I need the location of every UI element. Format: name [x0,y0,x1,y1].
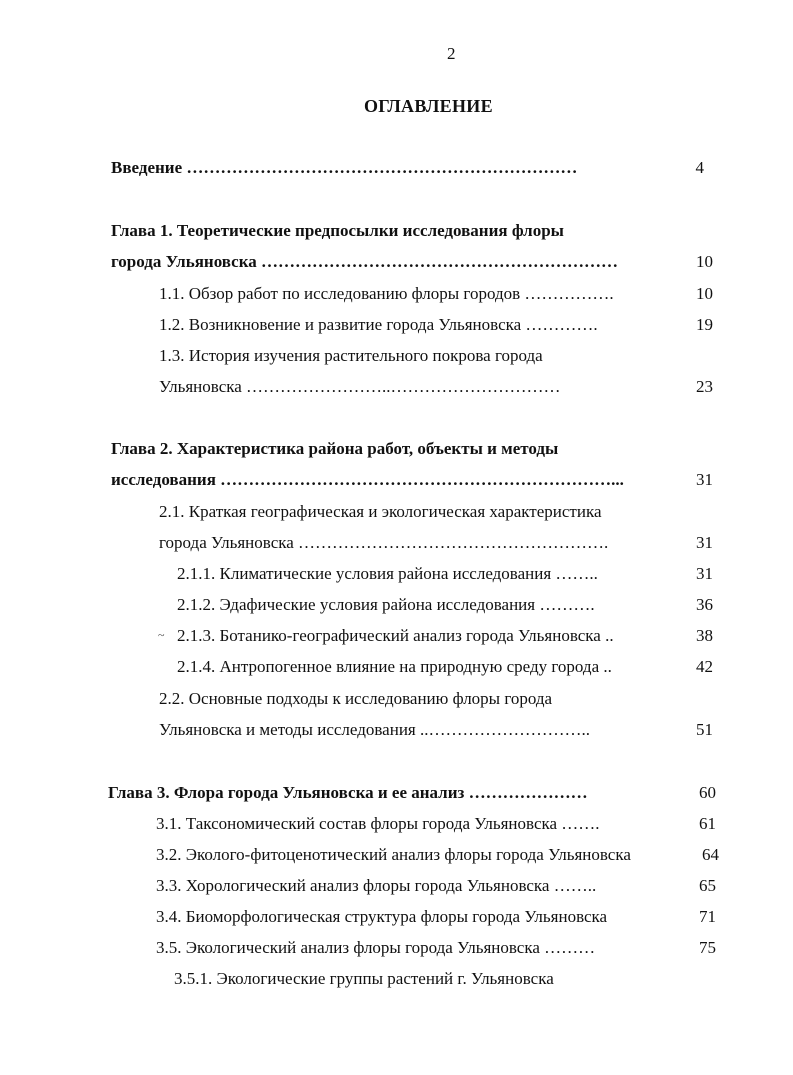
toc-section-1-1: 1.1. Обзор работ по исследованию флоры городов ……………. [159,284,614,303]
toc-section-2-1-4-page: 42 [696,657,713,676]
page-number: 2 [447,44,456,63]
toc-section-2-2: 2.2. Основные подходы к исследованию флоры города [159,689,553,708]
toc-section-1-2: 1.2. Возникновение и развитие города Ульяновска …………. [159,315,598,334]
toc-section-2-1-2-page: 36 [696,595,713,614]
toc-section-3-4-page: 71 [699,907,716,926]
toc-chapter-3-page: 60 [699,783,716,802]
toc-section-2-2-cont: Ульяновска и методы исследования ..……………………….. [159,720,590,739]
toc-section-3-5-1: 3.5.1. Экологические группы растений г. Ульяновска [174,969,554,988]
toc-section-2-1: 2.1. Краткая географическая и экологическая характеристика [159,502,602,521]
toc-section-2-1-3-page: 38 [696,626,713,645]
toc-chapter-1-page: 10 [696,252,713,271]
toc-chapter-2-page: 31 [696,470,713,489]
toc-section-3-1-page: 61 [699,814,716,833]
toc-chapter-3-title: Глава 3. Флора города Ульяновска и ее анализ ………………… [108,783,588,802]
toc-chapter-2-title: Глава 2. Характеристика района работ, объекты и методы [111,439,559,458]
toc-section-3-1: 3.1. Таксономический состав флоры города Ульяновска ……. [156,814,600,833]
toc-section-1-3: 1.3. История изучения растительного покрова города [159,346,543,365]
toc-section-3-2: 3.2. Эколого-фитоценотический анализ флоры города Ульяновска [156,845,631,864]
toc-section-2-1-cont: города Ульяновска ………………………………………………. [159,533,609,552]
toc-chapter-1-title-cont: города Ульяновска ……………………………………………………… [111,252,618,271]
toc-section-2-1-4: 2.1.4. Антропогенное влияние на природную среду города .. [177,657,612,676]
toc-chapter-2-title-cont: исследования ……………………………………………………………... [111,470,624,489]
toc-section-3-3: 3.3. Хорологический анализ флоры города Ульяновска …….. [156,876,597,895]
toc-section-3-5: 3.5. Экологический анализ флоры города Ульяновска ……… [156,938,596,957]
toc-section-3-3-page: 65 [699,876,716,895]
toc-section-2-1-page: 31 [696,533,713,552]
toc-section-3-5-page: 75 [699,938,716,957]
toc-section-3-4: 3.4. Биоморфологическая структура флоры города Ульяновска [156,907,608,926]
toc-section-1-3-cont: Ульяновска ……………………..………………………… [159,377,561,396]
page-title: ОГЛАВЛЕНИЕ [364,96,493,116]
toc-section-2-2-page: 51 [696,720,713,739]
toc-section-2-1-1-page: 31 [696,564,713,583]
toc-section-3-2-page: 64 [702,845,719,864]
toc-section-2-1-2: 2.1.2. Эдафические условия района исследования ………. [177,595,595,614]
toc-section-1-3-page: 23 [696,377,713,396]
toc-chapter-1-title: Глава 1. Теоретические предпосылки исследования флоры [111,221,564,240]
toc-intro-page: 4 [695,158,704,177]
toc-section-1-2-page: 19 [696,315,713,334]
toc-section-2-1-3: 2.1.3. Ботанико-географический анализ города Ульяновска .. [177,626,614,645]
toc-section-2-1-1: 2.1.1. Климатические условия района исследования …….. [177,564,598,583]
toc-intro: Введение …………………………………………………………… [111,158,578,177]
toc-section-1-1-page: 10 [696,284,713,303]
toc-section-2-1-3-mark: ~ [158,628,165,642]
